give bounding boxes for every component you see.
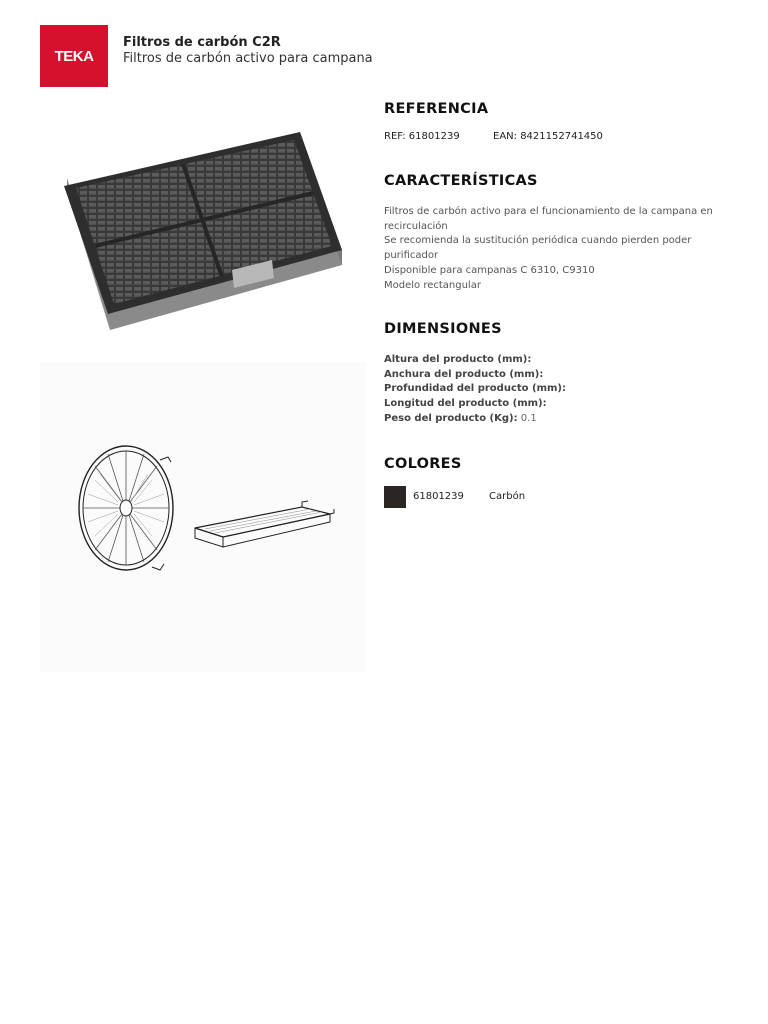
- caracteristicas-heading: CARACTERÍSTICAS: [384, 173, 538, 189]
- dimension-row: [384, 353, 566, 368]
- reference-row: [384, 131, 603, 142]
- dimension-row: [384, 397, 566, 412]
- dimensiones-heading: DIMENSIONES: [384, 321, 502, 337]
- features-list: [384, 205, 724, 293]
- referencia-heading: REFERENCIA: [384, 101, 489, 117]
- feature-item: Filtros de carbón activo para el funcionamiento de la campana en recirculación: [384, 206, 713, 232]
- product-photo: [52, 100, 352, 358]
- color-swatch: [384, 486, 406, 508]
- dimension-value: 0.1: [520, 412, 537, 424]
- color-code: 61801239: [413, 491, 464, 502]
- dimension-row: [384, 412, 566, 427]
- color-item: [384, 486, 684, 508]
- dimension-row: [384, 382, 566, 397]
- technical-drawing: [40, 362, 366, 672]
- ean-code: EAN: 8421152741450: [493, 131, 603, 142]
- dimension-label: Anchura del producto (mm):: [384, 368, 544, 380]
- logo-text: TEKA: [54, 47, 94, 65]
- ref-code: REF: 61801239: [384, 131, 460, 142]
- feature-item: Disponible para campanas C 6310, C9310: [384, 264, 595, 276]
- dimension-row: [384, 368, 566, 383]
- product-subtitle: Filtros de carbón activo para campana: [123, 51, 373, 66]
- dimension-label: Altura del producto (mm):: [384, 354, 532, 365]
- dimension-label: Longitud del producto (mm):: [384, 398, 547, 410]
- teka-logo: [40, 25, 108, 87]
- feature-item: Modelo rectangular: [384, 279, 481, 291]
- color-name: Carbón: [489, 491, 526, 502]
- feature-item: Se recomienda la sustitución periódica cuando pierden poder purificador: [384, 235, 692, 262]
- dimension-label: Profundidad del producto (mm):: [384, 383, 566, 395]
- dimensions-list: [384, 353, 566, 427]
- colores-heading: COLORES: [384, 456, 462, 472]
- dimension-label: Peso del producto (Kg):: [384, 412, 518, 424]
- product-title: Filtros de carbón C2R: [123, 35, 281, 50]
